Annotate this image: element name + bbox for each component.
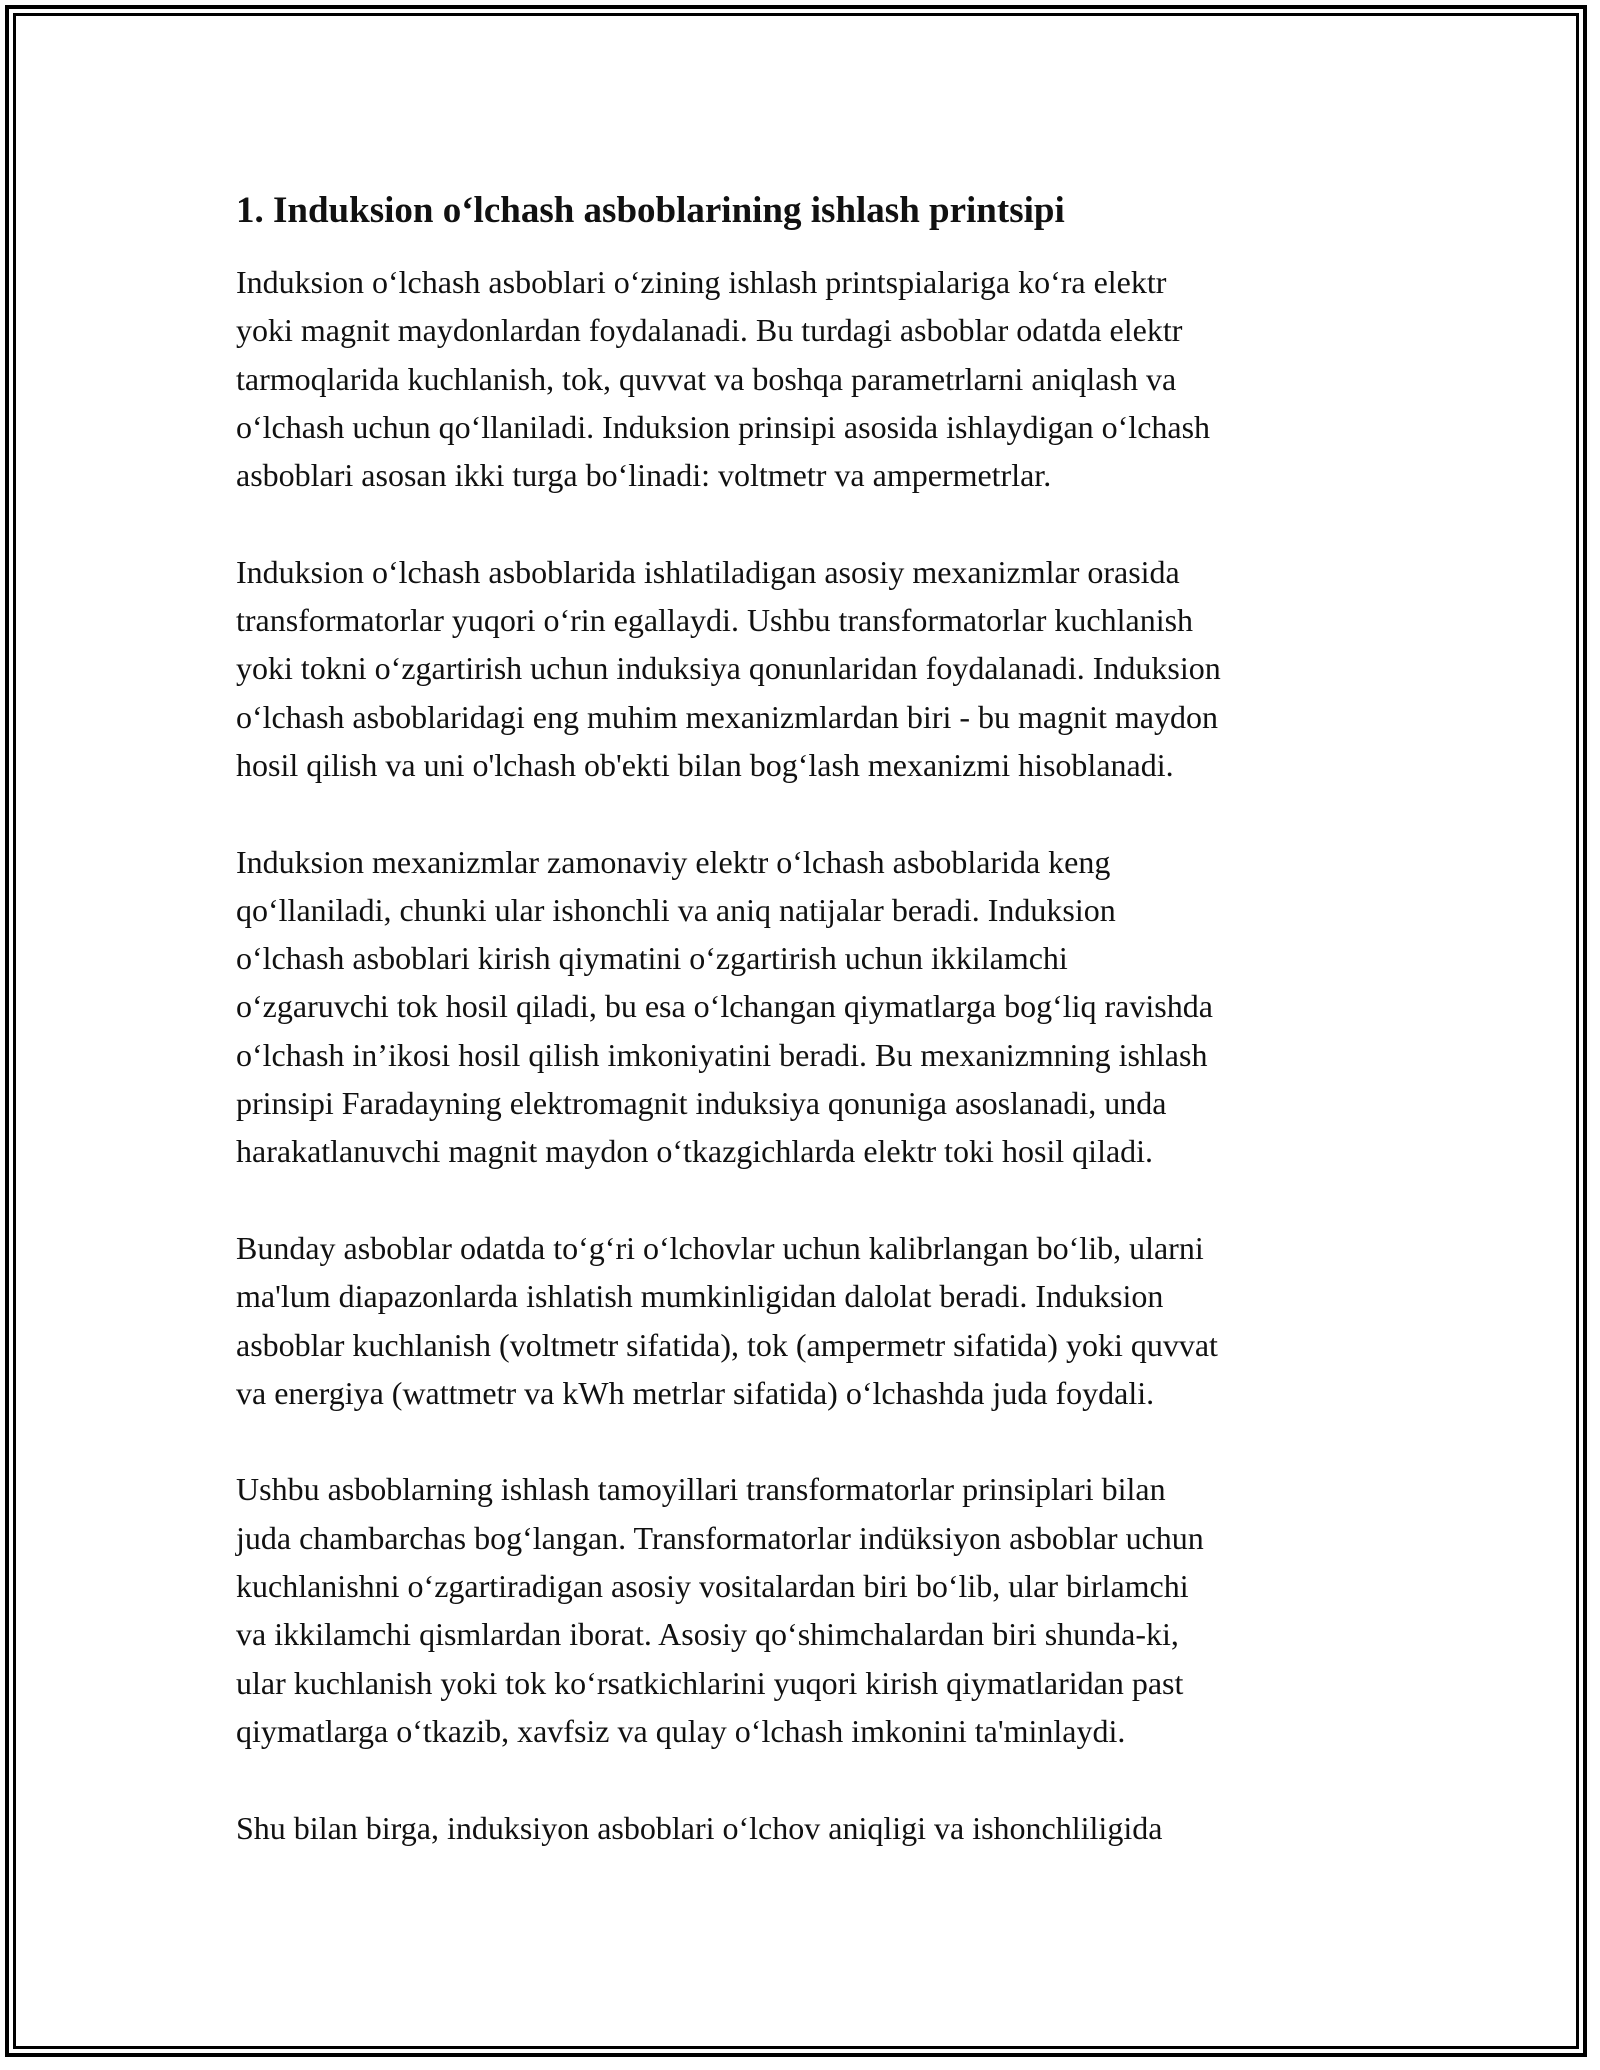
paragraph-3	[236, 838, 1366, 1176]
text-line: Bunday asboblar odatda to‘g‘ri o‘lchovlar uchun kalibrlangan bo‘lib, ularni	[236, 1229, 1204, 1266]
paragraph-2	[236, 548, 1366, 789]
text-line: o‘lchash uchun qo‘llaniladi. Induksion prinsipi asosida ishlaydigan o‘lchash	[236, 408, 1211, 445]
text-line: qo‘llaniladi, chunki ular ishonchli va aniq natijalar beradi. Induksion	[236, 891, 1116, 928]
text-line: yoki magnit maydonlardan foydalanadi. Bu turdagi asboblar odatda elektr	[236, 312, 1183, 349]
document-body	[236, 186, 1366, 1900]
text-line: asboblar kuchlanish (voltmetr sifatida), tok (ampermetr sifatida) yoki quvvat	[236, 1326, 1218, 1363]
text-line: ma'lum diapazonlarda ishlatish mumkinligidan dalolat beradi. Induksion	[236, 1278, 1164, 1315]
text-line: o‘lchash in’ikosi hosil qilish imkoniyatini beradi. Bu mexanizmning ishlash	[236, 1036, 1208, 1073]
text-line: va energiya (wattmetr va kWh metrlar sifatida) o‘lchashda juda foydali.	[236, 1374, 1155, 1411]
text-line: qiymatlarga o‘tkazib, xavfsiz va qulay o‘lchash imkonini ta'minlaydi.	[236, 1712, 1126, 1749]
text-line: kuchlanishni o‘zgartiradigan asosiy vositalardan biri bo‘lib, ular birlamchi	[236, 1568, 1189, 1605]
text-line: va ikkilamchi qismlardan iborat. Asosiy qo‘shimchalardan biri shunda-ki,	[236, 1616, 1179, 1653]
paragraph-6	[236, 1804, 1366, 1852]
text-line: ular kuchlanish yoki tok ko‘rsatkichlarini yuqori kirish qiymatlaridan past	[236, 1664, 1184, 1701]
document-title: 1. Induksion o‘lchash asboblarining ishlash printsipi	[236, 190, 1065, 231]
text-line: tarmoqlarida kuchlanish, tok, quvvat va boshqa parametrlarni aniqlash va	[236, 360, 1177, 397]
text-line: o‘lchash asboblari kirish qiymatini o‘zgartirish uchun ikkilamchi	[236, 940, 1068, 977]
text-line: hosil qilish va uni o'lchash ob'ekti bilan bog‘lash mexanizmi hisoblanadi.	[236, 746, 1174, 783]
text-line: Shu bilan birga, induksiyon asboblari o‘lchov aniqligi va ishonchliligida	[236, 1809, 1163, 1846]
text-line: Induksion o‘lchash asboblari o‘zining ishlash printspialariga ko‘ra elektr	[236, 264, 1167, 300]
paragraph-5	[236, 1465, 1366, 1755]
text-line: juda chambarchas bog‘langan. Transformatorlar indüksiyon asboblar uchun	[236, 1519, 1204, 1556]
text-line: o‘zgaruvchi tok hosil qiladi, bu esa o‘lchangan qiymatlarga bog‘liq ravishda	[236, 988, 1213, 1025]
text-line: harakatlanuvchi magnit maydon o‘tkazgichlarda elektr toki hosil qiladi.	[236, 1133, 1154, 1170]
text-line: Induksion o‘lchash asboblarida ishlatiladigan asosiy mexanizmlar orasida	[236, 553, 1180, 590]
paragraph-1	[236, 258, 1366, 499]
text-line: prinsipi Faradayning elektromagnit induksiya qonuniga asoslanadi, unda	[236, 1085, 1167, 1122]
paragraph-4	[236, 1224, 1366, 1417]
text-line: Induksion mexanizmlar zamonaviy elektr o‘lchash asboblarida keng	[236, 843, 1111, 880]
text-line: transformatorlar yuqori o‘rin egallaydi. Ushbu transformatorlar kuchlanish	[236, 602, 1194, 639]
text-line: o‘lchash asboblaridagi eng muhim mexanizmlardan biri - bu magnit maydon	[236, 698, 1218, 735]
text-line: asboblari asosan ikki turga bo‘linadi: voltmetr va ampermetrlar.	[236, 457, 1052, 494]
text-line: yoki tokni o‘zgartirish uchun induksiya qonunlaridan foydalanadi. Induksion	[236, 650, 1221, 687]
text-line: Ushbu asboblarning ishlash tamoyillari transformatorlar prinsiplari bilan	[236, 1471, 1166, 1508]
